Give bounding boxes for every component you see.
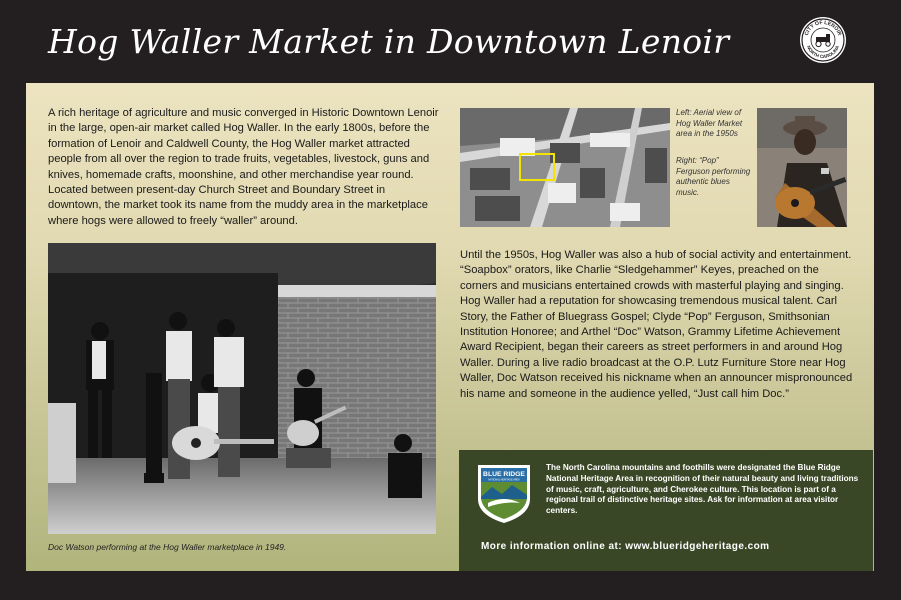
page-title: Hog Waller Market in Downtown Lenoir	[48, 22, 730, 61]
logo-text: BLUE RIDGE	[483, 471, 525, 478]
ferguson-caption: Right: “Pop” Ferguson performing authentic blues music.	[676, 156, 751, 197]
aerial-view-photo	[460, 108, 670, 227]
heritage-text: The North Carolina mountains and foothills were designated the Blue Ridge National Heritage Area in recognition of their natural beauty and living traditions of music, craft, agriculture, and Cherokee culture. This location is part of a regional trail of distinctive heritage sites. Ask for information at area visitor centers.	[546, 463, 859, 516]
aerial-caption: Left: Aerial view of Hog Waller Market area in the 1950s	[676, 108, 743, 138]
ferguson-photo	[757, 108, 847, 227]
photo-caption: Doc Watson performing at the Hog Waller marketplace in 1949.	[48, 542, 287, 552]
heritage-box	[459, 450, 873, 571]
blue-ridge-logo	[476, 463, 532, 525]
intro-paragraph: A rich heritage of agriculture and music converged in Historic Downtown Lenoir in the large, open-air market called Hog Waller. In the early 1800s, before the formation of Lenoir and Caldwell County, the Hog Waller market attracted people from all over the region to trade fruits, vegetables, livestock, guns and knives, homemade crafts, moonshine, and other merchandise year round. Located between present-day Church Street and Boundary Street in downtown, the market took its name from the muddy area in the marketplace where hogs were allowed to freely “waller” around.	[48, 107, 439, 227]
doc-watson-photo	[48, 243, 436, 534]
heritage-website-link[interactable]: More information online at: www.blueridgeheritage.com	[481, 541, 770, 552]
seal-top-text: CITY OF LENOIR	[803, 19, 843, 37]
logo-subtext: NATIONAL HERITAGE AREA	[488, 478, 520, 482]
seal-bottom-text: NORTH CAROLINA	[805, 44, 841, 60]
city-seal	[799, 16, 847, 64]
history-paragraph: Until the 1950s, Hog Waller was also a hub of social activity and entertainment. “Soapbox” orators, like Charlie “Sledgehammer” Keyes, preached on the corners and musicians entertained crowds with masterful playing and singing. Hog Waller had a reputation for showcasing tremendous musical talent. Carl Story, the Father of Bluegrass Gospel; Clyde “Pop” Ferguson, Smithsonian Institution Honoree; and Arthel “Doc” Watson, Grammy Lifetime Achievement Award Recipient, began their careers as street performers in and around Hog Waller. During a live radio broadcast at the O.P. Lutz Furniture Store near Hog Waller, Doc Watson received his nickname when an announcer mispronounced his name and someone in the audience yelled, “Just call him Doc.”	[460, 249, 853, 400]
